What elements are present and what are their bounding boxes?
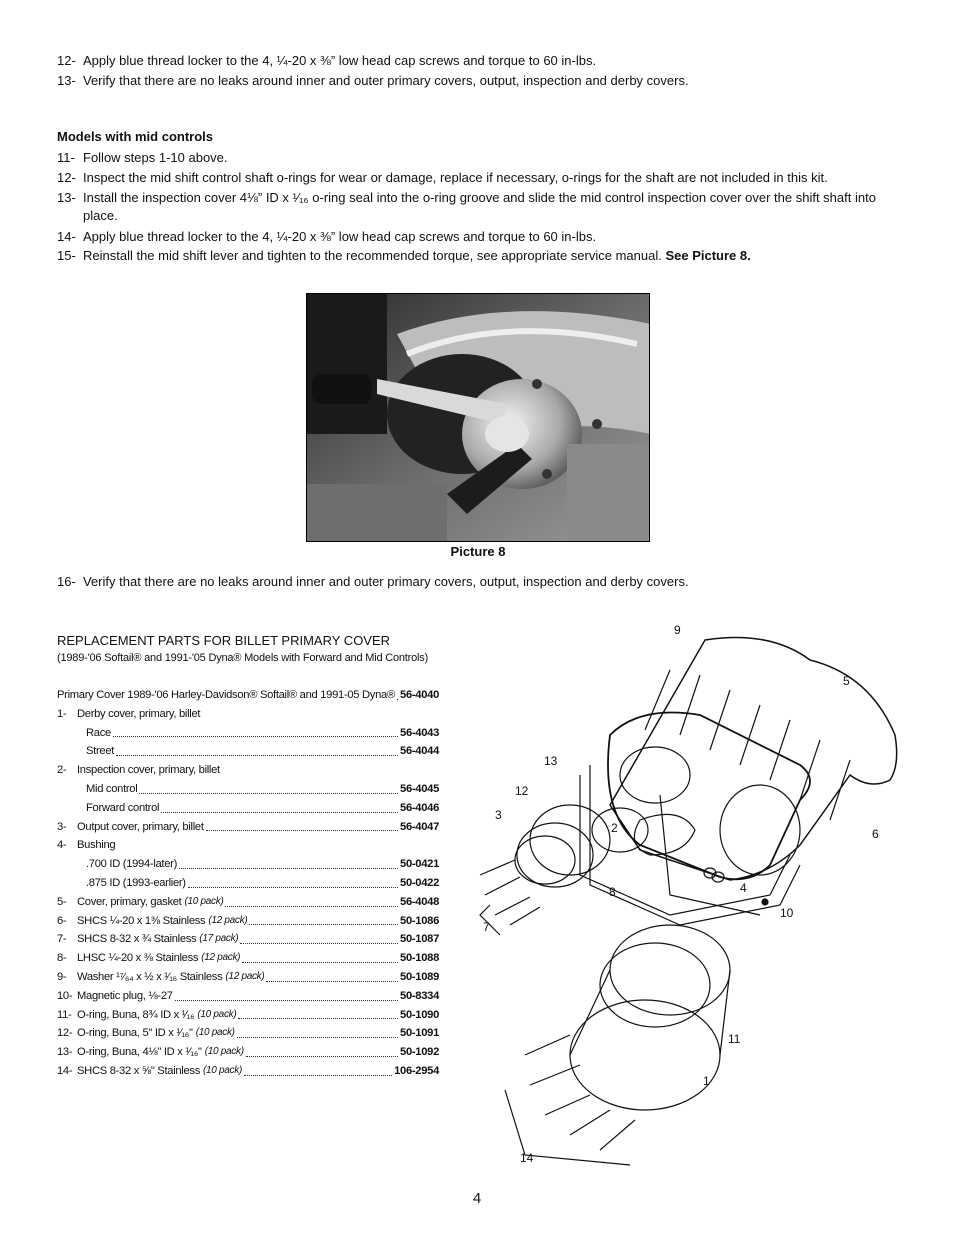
mid-step-15 xyxy=(57,247,907,265)
part-pack: (12 pack) xyxy=(208,914,248,926)
step-number: 15- xyxy=(57,248,76,263)
step-16 xyxy=(57,573,907,591)
part-line xyxy=(77,1006,439,1025)
part-name: Magnetic plug, ⅛-27 xyxy=(77,989,173,1002)
part-line xyxy=(77,761,439,780)
step-12-top xyxy=(57,52,907,70)
parts-row xyxy=(57,949,439,968)
dot-leader xyxy=(139,780,398,794)
parts-row xyxy=(57,742,439,761)
callout-7: 7 xyxy=(483,920,490,934)
step-text: Install the inspection cover 4⅛” ID x ¹⁄₁₆ o-ring seal into the o-ring groove and slide the mid control inspection cover over the shift shaft into place. xyxy=(83,190,876,223)
step-text xyxy=(83,247,907,265)
mid-step-14 xyxy=(57,228,907,246)
dot-leader xyxy=(237,1024,398,1038)
part-number: 50-8334 xyxy=(400,989,439,1002)
step-13-top xyxy=(57,72,907,90)
part-line xyxy=(57,686,439,705)
step-number: 12- xyxy=(57,53,76,68)
part-number-index: 10- xyxy=(57,989,73,1002)
part-pack: (10 pack) xyxy=(195,1027,235,1039)
part-line xyxy=(77,912,439,931)
part-number-index: 13- xyxy=(57,1046,73,1059)
dot-leader xyxy=(113,724,398,738)
part-name: SHCS ¼-20 x 1⅜ Stainless xyxy=(77,914,206,927)
part-line xyxy=(77,987,439,1006)
mid-step-13 xyxy=(57,189,907,225)
parts-list xyxy=(57,686,439,1081)
parts-row xyxy=(57,855,439,874)
part-line xyxy=(86,874,439,893)
callout-9: 9 xyxy=(674,623,681,637)
step-text: Inspect the mid shift control shaft o-rings for wear or damage, replace if necessary, o-rings for the shaft are not included in this kit. xyxy=(83,170,828,185)
primary-cover xyxy=(608,713,810,880)
dot-leader xyxy=(246,1043,398,1057)
callout-5: 5 xyxy=(843,674,850,688)
dot-leader xyxy=(116,742,398,756)
part-number-index: 14- xyxy=(57,1064,73,1077)
dot-leader xyxy=(242,949,398,963)
parts-row xyxy=(57,1043,439,1062)
part-number: 50-0421 xyxy=(400,858,439,871)
part-number-index: 3- xyxy=(57,820,67,833)
part-number-index: 6- xyxy=(57,914,67,927)
parts-row xyxy=(57,780,439,799)
part-name: Street xyxy=(86,745,115,758)
inspection-cover xyxy=(634,814,695,855)
part-name: Inspection cover, primary, billet xyxy=(77,764,220,777)
parts-row xyxy=(57,930,439,949)
picture-8-photo xyxy=(306,293,650,542)
parts-row xyxy=(57,686,439,705)
parts-title: REPLACEMENT PARTS FOR BILLET PRIMARY COVER xyxy=(57,633,391,648)
part-line xyxy=(77,1024,439,1043)
step-number: 16- xyxy=(57,574,76,589)
callout-8: 8 xyxy=(609,885,616,899)
callout-13: 13 xyxy=(544,754,558,768)
dot-leader xyxy=(161,799,398,813)
inspection-opening xyxy=(620,747,690,803)
step-text-main: Reinstall the mid shift lever and tighten to the recommended torque, see appropriate service manual. xyxy=(83,248,662,263)
step-number: 13- xyxy=(57,190,76,205)
dot-leader xyxy=(238,1006,398,1020)
part-name: Output cover, primary, billet xyxy=(77,820,204,833)
part-line xyxy=(77,836,439,855)
part-number: 50-1089 xyxy=(400,970,439,983)
parts-row xyxy=(57,705,439,724)
o-ring-13 xyxy=(592,808,648,852)
part-name: .700 ID (1994-later) xyxy=(86,858,178,871)
callout-10: 10 xyxy=(780,906,794,920)
part-number-index: 1- xyxy=(57,707,67,720)
part-number-index: 4- xyxy=(57,839,67,852)
part-number-index: 7- xyxy=(57,933,67,946)
dot-leader xyxy=(188,874,398,888)
part-name: Race xyxy=(86,726,111,739)
callout-4: 4 xyxy=(740,881,747,895)
callout-2: 2 xyxy=(611,821,618,835)
part-pack: (12 pack) xyxy=(201,952,241,964)
part-name: Cover, primary, gasket xyxy=(77,895,182,908)
parts-row xyxy=(57,1006,439,1025)
parts-subtitle: (1989-'06 Softail® and 1991-'05 Dyna® Models with Forward and Mid Controls) xyxy=(57,652,429,664)
dot-leader xyxy=(244,1062,392,1076)
part-line xyxy=(77,949,439,968)
part-name: Bushing xyxy=(77,839,116,852)
part-number-index: 12- xyxy=(57,1027,73,1040)
part-number: 56-4044 xyxy=(400,745,439,758)
dot-leader xyxy=(397,686,398,700)
part-name: Washer ¹⁷⁄₆₄ x ½ x ¹⁄₁₆ Stainless xyxy=(77,970,223,983)
dot-leader xyxy=(175,987,398,1001)
part-name: O-ring, Buna, 8¾ ID x ¹⁄₁₆ xyxy=(77,1008,195,1021)
part-number: 50-1092 xyxy=(400,1046,439,1059)
part-line xyxy=(77,705,439,724)
callout-3: 3 xyxy=(495,808,502,822)
part-number: 50-0422 xyxy=(400,876,439,889)
step-number: 13- xyxy=(57,73,76,88)
part-number: 50-1090 xyxy=(400,1008,439,1021)
screws-14 xyxy=(525,1035,635,1150)
part-line xyxy=(86,724,439,743)
part-line xyxy=(77,968,439,987)
part-name: Derby cover, primary, billet xyxy=(77,707,201,720)
step-text: Follow steps 1-10 above. xyxy=(83,150,228,165)
output-cover xyxy=(517,823,593,887)
step-text: Verify that there are no leaks around inner and outer primary covers, output, inspection and derby covers. xyxy=(83,574,689,589)
exploded-diagram xyxy=(470,615,910,1175)
part-number: 50-1091 xyxy=(400,1027,439,1040)
part-line xyxy=(77,1062,439,1081)
part-name: Mid control xyxy=(86,782,138,795)
parts-row xyxy=(57,968,439,987)
part-pack: (10 pack) xyxy=(204,1046,244,1058)
part-number-index: 8- xyxy=(57,952,67,965)
picture-reference: See Picture 8. xyxy=(665,248,751,263)
part-number: 56-4047 xyxy=(400,820,439,833)
callout-14: 14 xyxy=(520,1151,534,1165)
dot-leader xyxy=(266,968,398,982)
dot-leader xyxy=(179,855,398,869)
part-number: 50-1088 xyxy=(400,952,439,965)
part-line xyxy=(77,930,439,949)
part-name: SHCS 8-32 x ⅝" Stainless xyxy=(77,1064,200,1077)
part-line xyxy=(86,742,439,761)
step-text: Apply blue thread locker to the 4, ¼-20 x ⅜” low head cap screws and torque to 60 in-lbs. xyxy=(83,229,597,244)
part-pack: (17 pack) xyxy=(199,933,239,945)
part-name: LHSC ¼-20 x ⅜ Stainless xyxy=(77,952,199,965)
page-number: 4 xyxy=(472,1190,482,1207)
callout-6: 6 xyxy=(872,827,879,841)
part-line xyxy=(77,893,439,912)
callout-11: 11 xyxy=(728,1032,741,1046)
parts-row xyxy=(57,912,439,931)
gasket-outline xyxy=(610,638,897,881)
mid-controls-heading: Models with mid controls xyxy=(57,129,214,144)
parts-row xyxy=(57,818,439,837)
callout-12: 12 xyxy=(515,784,529,798)
dot-leader xyxy=(225,893,398,907)
part-pack: (12 pack) xyxy=(225,970,265,982)
parts-row xyxy=(57,874,439,893)
part-line xyxy=(86,799,439,818)
step-number: 12- xyxy=(57,170,76,185)
part-pack: (10 pack) xyxy=(203,1064,242,1076)
part-number: 56-4040 xyxy=(400,689,439,701)
part-number-index: 9- xyxy=(57,970,67,983)
part-line xyxy=(86,855,439,874)
step-text: Verify that there are no leaks around inner and outer primary covers, output, inspection and derby covers. xyxy=(83,73,689,88)
part-number-index: 2- xyxy=(57,764,67,777)
mid-step-11 xyxy=(57,149,907,167)
part-name: Forward control xyxy=(86,801,160,814)
part-name: SHCS 8-32 x ¾ Stainless xyxy=(77,933,197,946)
parts-row xyxy=(57,724,439,743)
step-number: 14- xyxy=(57,229,76,244)
part-number: 56-4045 xyxy=(400,782,439,795)
parts-row xyxy=(57,1024,439,1043)
step-text: Apply blue thread locker to the 4, ¼-20 x ⅜” low head cap screws and torque to 60 in-lbs. xyxy=(83,53,597,68)
part-number: 106-2954 xyxy=(394,1064,439,1077)
step-number: 11- xyxy=(57,150,75,165)
o-ring-12 xyxy=(530,805,610,875)
part-number: 56-4046 xyxy=(400,801,439,814)
part-line xyxy=(77,818,439,837)
dot-leader xyxy=(240,930,398,944)
derby-opening xyxy=(720,785,800,875)
part-name: O-ring, Buna, 4⅛" ID x ¹⁄₁₆" xyxy=(77,1046,202,1059)
parts-row xyxy=(57,761,439,780)
dot-leader xyxy=(206,818,398,832)
engine-photo-illustration xyxy=(307,294,650,542)
part-name: .875 ID (1993-earlier) xyxy=(86,876,186,889)
parts-row xyxy=(57,893,439,912)
part-line xyxy=(77,1043,439,1062)
mid-step-12 xyxy=(57,169,907,187)
dot-leader xyxy=(249,912,398,926)
picture-caption: Picture 8 xyxy=(450,544,506,559)
part-number: 56-4048 xyxy=(400,895,439,908)
parts-row xyxy=(57,799,439,818)
callout-1: 1 xyxy=(703,1074,710,1088)
part-pack: (10 pack) xyxy=(197,1008,237,1020)
parts-row xyxy=(57,836,439,855)
part-pack: (10 pack) xyxy=(184,895,224,907)
part-number-index: 11- xyxy=(57,1008,72,1021)
parts-row xyxy=(57,1062,439,1081)
part-name: Primary Cover 1989-'06 Harley-Davidson® Softail® and 1991-05 Dyna® xyxy=(57,689,395,701)
part-name: O-ring, Buna, 5" ID x ¹⁄₁₆" xyxy=(77,1027,193,1040)
part-number: 50-1087 xyxy=(400,933,439,946)
part-number: 50-1086 xyxy=(400,914,439,927)
derby-cover xyxy=(570,1000,720,1110)
parts-row xyxy=(57,987,439,1006)
part-number-index: 5- xyxy=(57,895,67,908)
part-line xyxy=(86,780,439,799)
screws-7 xyxy=(480,860,540,925)
part-number: 56-4043 xyxy=(400,726,439,739)
